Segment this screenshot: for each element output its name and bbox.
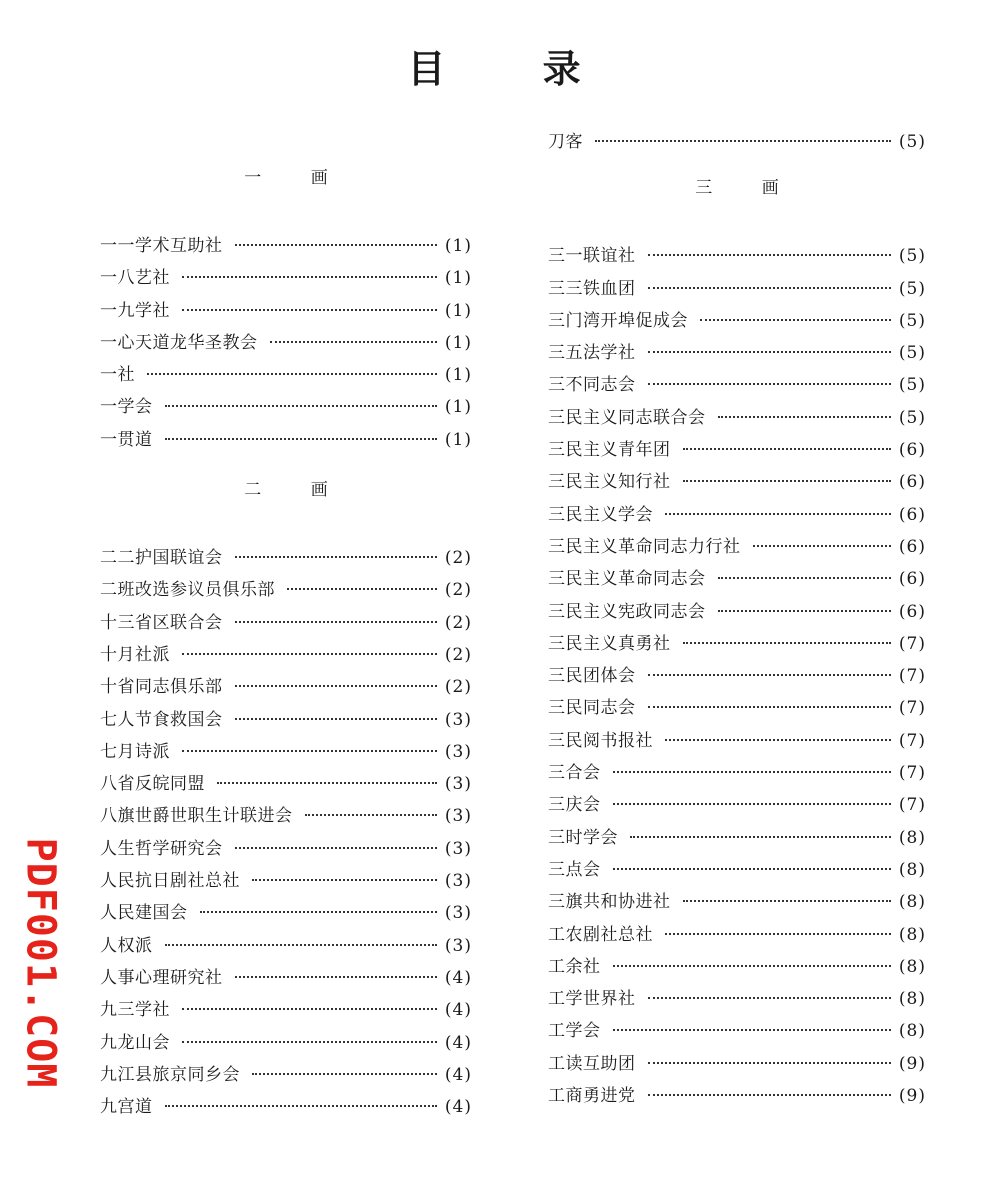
entry-page-number: (2) (444, 612, 472, 633)
entry-name: 三民阅书报社 (548, 730, 653, 751)
toc-entry[interactable] (548, 1017, 926, 1049)
dot-leader (665, 739, 891, 741)
dot-leader (235, 556, 437, 558)
entry-name: 工学会 (548, 1021, 601, 1042)
dot-leader (648, 287, 891, 289)
entry-name: 三点会 (548, 859, 601, 880)
toc-entry[interactable] (548, 791, 926, 823)
entry-name: 三民主义青年团 (548, 440, 671, 461)
dot-leader (648, 254, 891, 256)
toc-entry[interactable] (548, 985, 926, 1017)
dot-leader (235, 685, 437, 687)
entry-name: 三时学会 (548, 827, 618, 848)
entry-page-number: (6) (898, 536, 926, 557)
entry-name: 三民团体会 (548, 666, 636, 687)
entry-name: 一一学术互助社 (100, 236, 223, 256)
toc-entry[interactable] (100, 1029, 472, 1061)
toc-entry[interactable] (100, 544, 472, 576)
entry-name: 三不同志会 (548, 375, 636, 396)
toc-entry[interactable] (548, 824, 926, 856)
entry-name: 人权派 (100, 935, 153, 956)
dot-leader (270, 341, 437, 343)
entry-name: 三三铁血团 (548, 278, 636, 299)
entry-name: 三旗共和协进社 (548, 892, 671, 913)
entry-page-number: (7) (898, 698, 926, 719)
entry-name: 九三学社 (100, 1000, 170, 1021)
dot-leader (648, 1094, 891, 1096)
entry-name: 人事心理研究社 (100, 967, 223, 988)
entry-page-number: (1) (444, 268, 472, 289)
entry-name: 三门湾开埠促成会 (548, 310, 688, 331)
toc-entry[interactable] (548, 275, 926, 307)
entry-name: 人民建国会 (100, 903, 188, 924)
dot-leader (718, 610, 891, 612)
dot-leader (235, 621, 437, 623)
toc-right-column (548, 128, 926, 1114)
dot-leader (252, 1073, 437, 1075)
toc-entry[interactable] (100, 835, 472, 867)
entry-page-number: (3) (444, 741, 472, 762)
toc-entry[interactable] (100, 641, 472, 673)
dot-leader (613, 1029, 891, 1031)
dot-leader (182, 1041, 437, 1043)
dot-leader (182, 309, 437, 311)
dot-leader (235, 244, 437, 246)
entry-name: 三民主义知行社 (548, 472, 671, 493)
entry-page-number: (1) (444, 429, 472, 450)
toc-entry[interactable] (548, 533, 926, 565)
entry-name: 十三省区联合会 (100, 612, 223, 633)
toc-entry[interactable] (548, 953, 926, 985)
toc-entry[interactable] (100, 329, 472, 361)
dot-leader (182, 1008, 437, 1010)
entry-name: 十省同志俱乐部 (100, 677, 223, 698)
entry-name: 九江县旅京同乡会 (100, 1064, 240, 1085)
entry-name: 二班改选参议员俱乐部 (100, 580, 275, 601)
entry-name: 人民抗日剧社总社 (100, 871, 240, 892)
dot-leader (683, 900, 891, 902)
section-gap (100, 458, 472, 480)
toc-entry[interactable] (548, 565, 926, 597)
toc-entry[interactable] (548, 128, 926, 160)
dot-leader (147, 373, 437, 375)
entry-name: 三民主义真勇社 (548, 633, 671, 654)
entry-page-number: (3) (444, 838, 472, 859)
entry-name: 三民主义学会 (548, 504, 653, 525)
entry-name: 工读互助团 (548, 1053, 636, 1074)
toc-section (100, 168, 472, 480)
dot-leader (648, 383, 891, 385)
entry-name: 三五法学社 (548, 343, 636, 364)
dot-leader (165, 1105, 437, 1107)
entry-page-number: (5) (898, 132, 926, 152)
toc-entry[interactable] (100, 673, 472, 705)
entry-page-number: (2) (444, 644, 472, 665)
entry-name: 九龙山会 (100, 1032, 170, 1053)
entry-page-number: (6) (898, 440, 926, 461)
entry-page-number: (5) (898, 310, 926, 331)
watermark (14, 838, 66, 1088)
toc-entry[interactable] (548, 727, 926, 759)
toc-entry[interactable] (548, 404, 926, 436)
toc-entry[interactable] (100, 264, 472, 296)
dot-leader (235, 718, 437, 720)
toc-entry[interactable] (100, 867, 472, 899)
entry-page-number: (6) (898, 569, 926, 590)
dot-leader (613, 868, 891, 870)
watermark-text: PDF001.COM (17, 837, 64, 1089)
entry-page-number: (4) (444, 1097, 472, 1118)
entry-name: 三一联谊社 (548, 246, 636, 267)
dot-leader (200, 911, 437, 913)
dot-leader (287, 588, 437, 590)
entry-page-number: (2) (444, 677, 472, 698)
toc-entry[interactable] (548, 436, 926, 468)
entry-name: 一贯道 (100, 429, 153, 450)
entry-name: 刀客 (548, 132, 583, 152)
entry-page-number: (6) (898, 472, 926, 493)
entry-name: 工学世界社 (548, 989, 636, 1010)
entry-name: 三民主义同志联合会 (548, 407, 706, 428)
dot-leader (182, 653, 437, 655)
entry-page-number: (8) (898, 827, 926, 848)
dot-leader (252, 879, 437, 881)
entry-page-number: (7) (898, 633, 926, 654)
toc-entry[interactable] (100, 706, 472, 738)
entry-name: 三合会 (548, 763, 601, 784)
entry-page-number: (8) (898, 956, 926, 977)
dot-leader (235, 976, 437, 978)
toc-entry[interactable] (548, 307, 926, 339)
dot-leader (235, 847, 437, 849)
toc-entry[interactable] (100, 609, 472, 641)
entry-page-number: (6) (898, 601, 926, 622)
entry-page-number: (4) (444, 967, 472, 988)
toc-section (100, 480, 472, 1125)
entry-name: 工农剧社总社 (548, 924, 653, 945)
entry-name: 七人节食救国会 (100, 709, 223, 730)
entry-name: 工余社 (548, 956, 601, 977)
toc-entry[interactable] (548, 888, 926, 920)
dot-leader (165, 944, 437, 946)
toc-entry[interactable] (100, 802, 472, 834)
toc-entry[interactable] (548, 921, 926, 953)
toc-entry[interactable] (548, 468, 926, 500)
entry-page-number: (4) (444, 1032, 472, 1053)
toc-entry[interactable] (548, 339, 926, 371)
entry-page-number: (5) (898, 375, 926, 396)
toc-entry[interactable] (100, 964, 472, 996)
dot-leader (182, 750, 437, 752)
entry-page-number: (8) (898, 1021, 926, 1042)
entry-name: 一八艺社 (100, 268, 170, 289)
entry-page-number: (3) (444, 774, 472, 795)
entry-page-number: (8) (898, 924, 926, 945)
entry-page-number: (5) (898, 246, 926, 267)
toc-section (548, 178, 926, 1114)
entry-page-number: (3) (444, 709, 472, 730)
toc-entry[interactable] (548, 1050, 926, 1082)
toc-entry[interactable] (100, 1093, 472, 1125)
dot-leader (165, 405, 437, 407)
toc-entry[interactable] (548, 501, 926, 533)
entry-page-number: (8) (898, 892, 926, 913)
dot-leader (648, 706, 891, 708)
toc-entry[interactable] (548, 856, 926, 888)
dot-leader (630, 836, 891, 838)
toc-entry[interactable] (548, 371, 926, 403)
toc-entry[interactable] (100, 770, 472, 802)
entry-page-number: (4) (444, 1064, 472, 1085)
dot-leader (648, 674, 891, 676)
entry-page-number: (3) (444, 903, 472, 924)
toc-entry[interactable] (548, 694, 926, 726)
toc-entry[interactable] (100, 361, 472, 393)
toc-entry[interactable] (548, 598, 926, 630)
entry-page-number: (1) (444, 300, 472, 321)
entry-page-number: (3) (444, 806, 472, 827)
toc-entry[interactable] (100, 738, 472, 770)
entry-page-number: (5) (898, 343, 926, 364)
page-title: 目 录 (407, 47, 623, 91)
entry-name: 一学会 (100, 397, 153, 418)
section-heading: 一 画 (244, 168, 350, 188)
entry-page-number: (5) (898, 407, 926, 428)
entry-page-number: (7) (898, 763, 926, 784)
entry-page-number: (1) (444, 397, 472, 418)
entry-name: 三民主义革命同志会 (548, 569, 706, 590)
entry-name: 三民同志会 (548, 698, 636, 719)
entry-name: 二二护国联谊会 (100, 548, 223, 569)
dot-leader (613, 803, 891, 805)
entry-page-number: (2) (444, 580, 472, 601)
entry-name: 八省反皖同盟 (100, 774, 205, 795)
toc-entry[interactable] (100, 932, 472, 964)
entry-page-number: (5) (898, 278, 926, 299)
toc-entry[interactable] (100, 996, 472, 1028)
entry-name: 七月诗派 (100, 741, 170, 762)
section-heading: 二 画 (244, 480, 350, 501)
entry-page-number: (1) (444, 236, 472, 256)
dot-leader (305, 814, 437, 816)
dot-leader (665, 933, 891, 935)
dot-leader (595, 140, 891, 142)
section-heading: 三 画 (695, 178, 801, 199)
entry-page-number: (8) (898, 859, 926, 880)
dot-leader (217, 782, 437, 784)
entry-page-number: (7) (898, 666, 926, 687)
toc-entry[interactable] (100, 393, 472, 425)
entry-name: 三民主义革命同志力行社 (548, 536, 741, 557)
entry-name: 人生哲学研究会 (100, 838, 223, 859)
entry-page-number: (9) (898, 1053, 926, 1074)
toc-entry[interactable] (100, 1061, 472, 1093)
entry-page-number: (2) (444, 548, 472, 569)
toc-entry[interactable] (548, 242, 926, 274)
dot-leader (753, 545, 891, 547)
dot-leader (182, 276, 437, 278)
entry-page-number: (1) (444, 332, 472, 353)
toc-left-column (100, 168, 472, 1125)
entry-name: 工商勇进党 (548, 1086, 636, 1107)
dot-leader (648, 351, 891, 353)
dot-leader (613, 771, 891, 773)
toc-entry[interactable] (100, 899, 472, 931)
dot-leader (700, 319, 891, 321)
entry-name: 一心天道龙华圣教会 (100, 332, 258, 353)
dot-leader (683, 448, 891, 450)
dot-leader (665, 513, 891, 515)
entry-page-number: (7) (898, 795, 926, 816)
entry-page-number: (8) (898, 989, 926, 1010)
entry-name: 九宫道 (100, 1097, 153, 1118)
toc-entry[interactable] (548, 630, 926, 662)
section-gap (548, 160, 926, 178)
entry-name: 八旗世爵世职生计联进会 (100, 806, 293, 827)
entry-page-number: (7) (898, 730, 926, 751)
dot-leader (718, 416, 891, 418)
entry-page-number: (4) (444, 1000, 472, 1021)
dot-leader (683, 480, 891, 482)
entry-name: 一九学社 (100, 300, 170, 321)
toc-entry[interactable] (100, 576, 472, 608)
toc-entry[interactable] (100, 232, 472, 264)
entry-name: 三民主义宪政同志会 (548, 601, 706, 622)
entry-name: 十月社派 (100, 644, 170, 665)
dot-leader (648, 1062, 891, 1064)
toc-entry[interactable] (548, 662, 926, 694)
entry-page-number: (6) (898, 504, 926, 525)
dot-leader (613, 965, 891, 967)
toc-entry[interactable] (548, 1082, 926, 1114)
dot-leader (683, 642, 891, 644)
dot-leader (648, 997, 891, 999)
entry-page-number: (9) (898, 1086, 926, 1107)
entry-page-number: (3) (444, 871, 472, 892)
toc-entry[interactable] (100, 426, 472, 458)
entry-name: 一社 (100, 365, 135, 386)
entry-name: 三庆会 (548, 795, 601, 816)
toc-entry[interactable] (548, 759, 926, 791)
toc-entry[interactable] (100, 297, 472, 329)
dot-leader (718, 577, 891, 579)
dot-leader (165, 438, 437, 440)
toc-section (548, 128, 926, 178)
entry-page-number: (3) (444, 935, 472, 956)
entry-page-number: (1) (444, 365, 472, 386)
